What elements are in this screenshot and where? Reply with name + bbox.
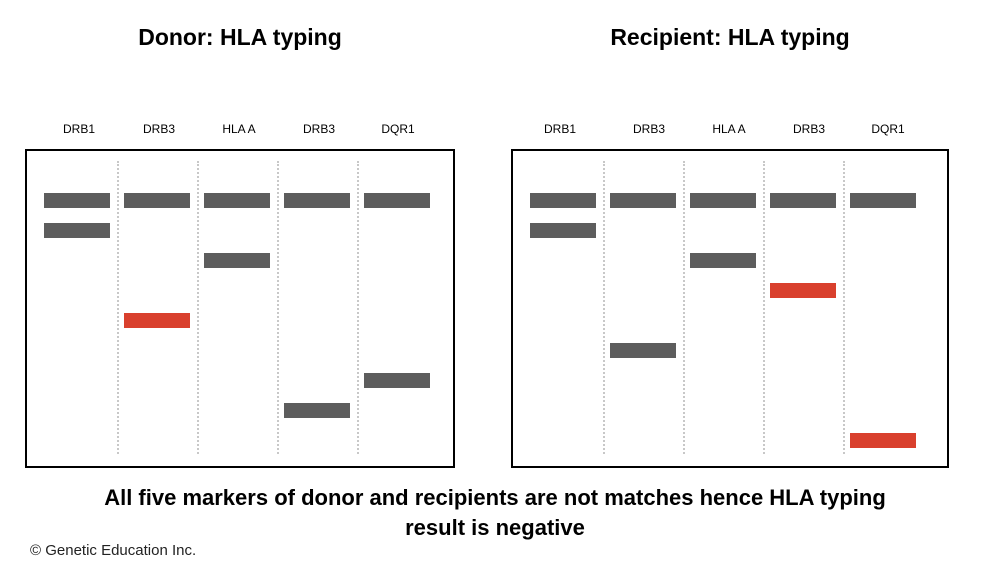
- recipient-column-label-dqr1: DQR1: [871, 122, 905, 136]
- recipient-band: [610, 193, 676, 208]
- conclusion-line-1: All five markers of donor and recipients are not matches hence HLA typing: [104, 485, 886, 510]
- recipient-mismatch-band: [770, 283, 836, 298]
- donor-lane-divider: [197, 161, 199, 454]
- recipient-band: [690, 253, 756, 268]
- recipient-band: [690, 193, 756, 208]
- recipient-panel-title: Recipient: HLA typing: [610, 24, 850, 50]
- conclusion-line-2: result is negative: [405, 515, 585, 540]
- recipient-column-label-drb3: DRB3: [632, 122, 665, 136]
- donor-column-label-drb3-second: DRB3: [302, 122, 335, 136]
- donor-column-label-hla-a: HLA A: [222, 122, 256, 136]
- recipient-band: [530, 223, 596, 238]
- donor-band: [44, 193, 110, 208]
- donor-column-label-drb3: DRB3: [142, 122, 175, 136]
- donor-panel-title: Donor: HLA typing: [138, 24, 342, 50]
- recipient-column-label-drb1: DRB1: [543, 122, 576, 136]
- recipient-lane-divider: [603, 161, 605, 454]
- donor-mismatch-band: [124, 313, 190, 328]
- recipient-mismatch-band: [850, 433, 916, 448]
- copyright-notice: © Genetic Education Inc.: [30, 542, 197, 559]
- recipient-lane-divider: [683, 161, 685, 454]
- recipient-band: [770, 193, 836, 208]
- donor-column-label-dqr1: DQR1: [381, 122, 415, 136]
- donor-band: [364, 373, 430, 388]
- recipient-column-label-drb3-second: DRB3: [792, 122, 825, 136]
- recipient-lane-divider: [843, 161, 845, 454]
- recipient-column-label-hla-a: HLA A: [712, 122, 746, 136]
- donor-column-label-drb1: DRB1: [62, 122, 95, 136]
- donor-lane-divider: [357, 161, 359, 454]
- recipient-band: [610, 343, 676, 358]
- donor-band: [204, 253, 270, 268]
- donor-band: [284, 403, 350, 418]
- donor-gel-panel: [25, 149, 455, 468]
- donor-band: [284, 193, 350, 208]
- recipient-band: [530, 193, 596, 208]
- recipient-lane-divider: [763, 161, 765, 454]
- conclusion-text: [0, 483, 990, 543]
- donor-band: [124, 193, 190, 208]
- donor-lane-divider: [277, 161, 279, 454]
- donor-lane-divider: [117, 161, 119, 454]
- recipient-gel-panel: [511, 149, 949, 468]
- recipient-band: [850, 193, 916, 208]
- donor-band: [44, 223, 110, 238]
- donor-band: [364, 193, 430, 208]
- donor-band: [204, 193, 270, 208]
